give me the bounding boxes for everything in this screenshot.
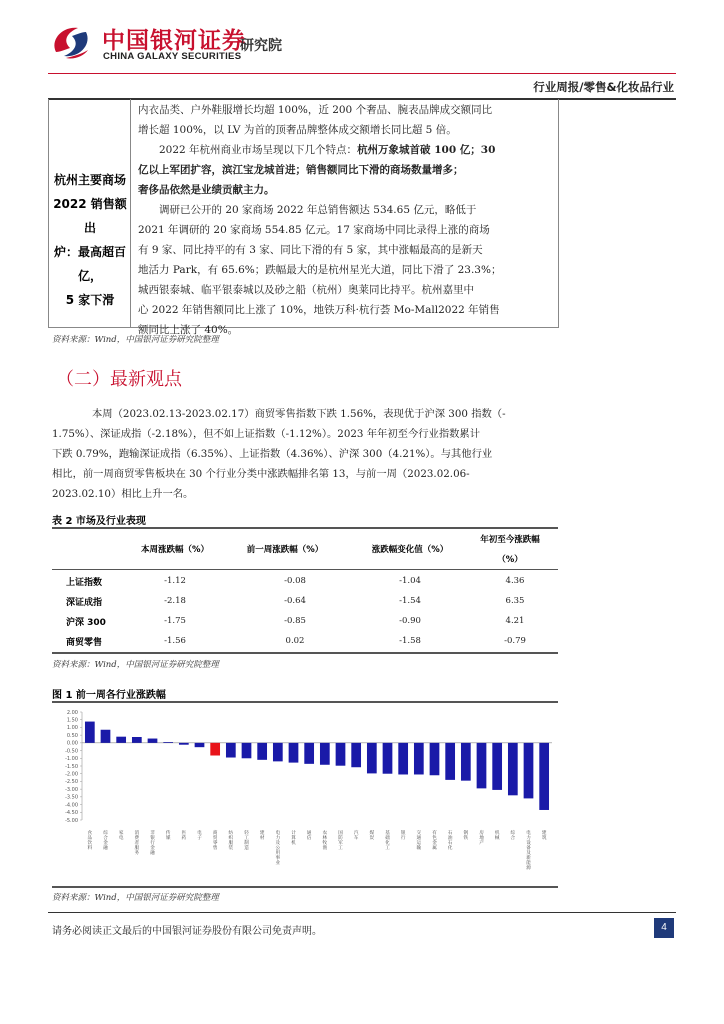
y-tick-label: -1.50 <box>65 763 78 770</box>
cell: 6.35 <box>505 596 525 606</box>
x-tick-label: 房地产 <box>479 831 484 846</box>
table-header: 本周涨跌幅（%） <box>140 545 210 555</box>
intro-line <box>138 140 556 160</box>
x-tick-label: 家电 <box>118 831 124 841</box>
detail-line: 额同比上涨了 40%。 <box>138 324 239 336</box>
bar-计算机 <box>289 743 299 763</box>
bar-有色金属 <box>430 743 440 775</box>
cell: -1.04 <box>399 576 421 586</box>
cell: -1.58 <box>399 636 421 646</box>
chart-bottom-rule <box>52 886 558 888</box>
bar-房地产 <box>477 743 487 789</box>
detail-line: 城西银泰城、临平银泰城以及砂之船（杭州）奥莱同比持平。杭州嘉里中 <box>138 284 474 296</box>
x-tick-label: 商贸零售 <box>212 831 218 851</box>
bar-食品饮料 <box>85 722 95 743</box>
bar-电子 <box>195 743 205 747</box>
table-caption: 表 2 市场及行业表现 <box>52 516 146 527</box>
bar-chart <box>52 704 558 874</box>
y-tick-label: -3.50 <box>65 794 78 801</box>
chart-top-rule <box>52 701 558 703</box>
page-number: 4 <box>654 918 674 938</box>
header-rule-top <box>48 73 676 74</box>
x-tick-label: 食品饮料 <box>87 831 93 851</box>
para-line: 相比，前一周商贸零售板块在 30 个行业分类中涨跌幅排名第 13，与前一周（2023.02.06- <box>52 468 470 480</box>
bar-钢铁 <box>461 743 471 781</box>
x-tick-label: 基础化工 <box>385 831 390 851</box>
x-tick-label: 汽车 <box>353 831 359 841</box>
x-tick-label: 电力设备及新能源 <box>526 831 531 871</box>
carry-line: 内衣品类、户外鞋服增长均超 100%，近 200 个奢品、腕表品牌成交额同比 <box>138 104 493 116</box>
x-tick-label: 电子 <box>197 831 202 841</box>
bar-农林牧渔 <box>320 743 330 765</box>
x-tick-label: 轻工制造 <box>244 831 249 851</box>
y-tick-label: 0.00 <box>66 740 78 747</box>
source-note: 资料来源：Wind，中国银河证券研究院整理 <box>52 335 219 345</box>
logo-cn: 中国银河证券 <box>102 28 246 54</box>
para-line: 本周（2023.02.13-2023.02.17）商贸零售指数下跌 1.56%，表现优于沪深 300 指数（- <box>92 408 506 420</box>
table-source: 资料来源：Wind，中国银河证券研究院整理 <box>52 660 219 670</box>
x-tick-label: 纺织服装 <box>228 831 234 851</box>
table-bottom-rule <box>52 652 558 654</box>
bar-轻工制造 <box>242 743 252 758</box>
cell: 0.02 <box>285 636 305 646</box>
para-line: 1.75%）、深证成指（-2.18%），但不如上证指数（-1.12%）。2023 年年初至今行业指数累计 <box>52 428 481 440</box>
y-tick-label: -5.00 <box>65 817 78 824</box>
table-row <box>52 612 558 632</box>
bar-通信 <box>304 743 314 764</box>
y-tick-label: -2.00 <box>65 771 78 778</box>
table-row <box>52 632 558 652</box>
detail-line: 有 9 家、同比持平的有 3 家、同比下滑的有 5 家，其中涨幅最高的是新天 <box>138 244 483 256</box>
bar-医药 <box>179 743 189 745</box>
box-text <box>138 100 556 340</box>
cell: -1.75 <box>164 616 186 626</box>
cell: -0.90 <box>399 616 421 626</box>
detail-line: 2021 年调研的 20 家商场 554.85 亿元。17 家商场中同比录得上涨的商场 <box>138 224 490 236</box>
x-tick-label: 计算机 <box>291 831 296 846</box>
bar-机械 <box>492 743 502 790</box>
intro-text: 2022 年杭州商业市场呈现以下几个特点： <box>159 144 358 156</box>
section-paragraph <box>52 404 552 504</box>
table-header-rule <box>52 569 558 570</box>
bar-非银行金融 <box>148 739 158 743</box>
x-tick-label: 煤炭 <box>369 831 375 841</box>
cell: -0.08 <box>284 576 306 586</box>
side-title-line: 2022 销售额出 <box>53 197 127 235</box>
para-line: 2023.02.10）相比上升一名。 <box>52 488 194 500</box>
cell: -0.79 <box>504 636 526 646</box>
highlight-text: 杭州万象城首破 100 亿；30 <box>357 144 496 156</box>
x-tick-label: 农林牧渔 <box>322 831 328 851</box>
x-tick-label: 有色金属 <box>432 831 437 851</box>
row-label: 深证成指 <box>66 598 103 608</box>
x-tick-label: 消费者服务 <box>134 831 140 856</box>
x-tick-label: 综合 <box>510 831 516 841</box>
chart-caption: 图 1 前一周各行业涨跌幅 <box>52 690 166 701</box>
detail-line: 心 2022 年销售额同比上涨了 10%，地铁万科·杭行荟 Mo-Mall2022 年销售 <box>138 304 500 316</box>
table-top-rule <box>52 527 558 529</box>
row-label: 沪深 300 <box>66 618 106 628</box>
footer-rule <box>48 912 676 913</box>
bar-消费者服务 <box>132 737 142 743</box>
cell: -1.12 <box>164 576 186 586</box>
table-row <box>52 592 558 612</box>
bar-石油石化 <box>445 743 455 780</box>
cell: -2.18 <box>164 596 186 606</box>
row-label: 上证指数 <box>66 578 103 588</box>
bar-电力及公用事业 <box>273 743 283 762</box>
y-tick-label: -4.50 <box>65 810 78 817</box>
box-divider <box>130 99 131 327</box>
bar-交通运输 <box>414 743 424 775</box>
bar-煤炭 <box>367 743 377 774</box>
cell: -1.54 <box>399 596 421 606</box>
table-header: 前一周涨跌幅（%） <box>246 545 324 555</box>
x-tick-label: 通信 <box>306 831 312 841</box>
table-header: （%） <box>497 555 523 565</box>
bar-建筑 <box>539 743 549 810</box>
x-tick-label: 医药 <box>181 831 187 841</box>
chart-source: 资料来源：Wind，中国银河证券研究院整理 <box>52 893 219 903</box>
report-type: 行业周报/零售&化妆品行业 <box>533 80 674 94</box>
x-tick-label: 建筑 <box>541 831 547 841</box>
y-tick-label: 1.50 <box>66 717 78 724</box>
y-tick-label: 0.50 <box>66 732 78 739</box>
y-tick-label: -2.50 <box>65 779 78 786</box>
highlight-line: 奢侈品依然是业绩贡献主力。 <box>138 184 275 196</box>
cell: -0.85 <box>284 616 306 626</box>
x-tick-label: 钢铁 <box>463 831 469 841</box>
cell: 4.36 <box>505 576 525 586</box>
cell: 4.21 <box>505 616 525 626</box>
cell: -1.56 <box>164 636 186 646</box>
bar-银行 <box>398 743 408 775</box>
y-tick-label: -3.00 <box>65 786 78 793</box>
x-tick-label: 建材 <box>259 831 265 841</box>
row-label: 商贸零售 <box>66 638 103 648</box>
logo <box>48 22 94 62</box>
bar-基础化工 <box>383 743 393 774</box>
side-title-line: 炉：最高超百亿， <box>53 245 126 283</box>
detail-line: 地活力 Park，有 65.6%；跌幅最大的是杭州星光大道，同比下滑了 23.3%； <box>138 264 502 276</box>
bar-综合金融 <box>101 730 111 743</box>
disclaimer: 请务必阅读正文最后的中国银河证券股份有限公司免责声明。 <box>52 926 322 937</box>
table-header: 年初至今涨跌幅 <box>480 535 540 545</box>
x-tick-label: 国防军工 <box>338 831 343 851</box>
section-title: （二）最新观点 <box>56 369 182 390</box>
x-tick-label: 交通运输 <box>416 831 422 851</box>
para-line: 下跌 0.79%，跑输深证成指（6.35%）、上证指数（4.36%）、沪深 300（4.21%）。与其他行业 <box>52 448 493 460</box>
x-tick-label: 银行 <box>400 831 406 841</box>
x-tick-label: 传媒 <box>165 831 171 841</box>
y-tick-label: -0.50 <box>65 748 78 755</box>
side-panel-border <box>48 99 49 327</box>
bar-商贸零售 <box>210 743 220 756</box>
x-tick-label: 综合金融 <box>103 831 108 851</box>
y-tick-label: -4.00 <box>65 802 78 809</box>
bar-纺织服装 <box>226 743 236 758</box>
x-tick-label: 非银行金融 <box>150 831 155 856</box>
bar-综合 <box>508 743 518 795</box>
bar-传媒 <box>163 742 173 743</box>
y-tick-label: -1.00 <box>65 756 78 763</box>
table-header: 涨跌幅变化值（%） <box>371 545 449 555</box>
detail-line: 调研已公开的 20 家商场 2022 年总销售额达 534.65 亿元，略低于 <box>159 204 477 216</box>
bar-电力设备及新能源 <box>524 743 534 799</box>
highlight-line: 亿以上军团扩容，滨江宝龙城首进；销售额同比下滑的商场数量增多； <box>138 164 464 176</box>
x-tick-label: 电力及公用事业 <box>275 831 281 866</box>
y-tick-label: 1.00 <box>66 725 78 732</box>
side-title-line: 杭州主要商场 <box>53 173 126 187</box>
galaxy-logo-icon <box>48 22 94 62</box>
carry-line: 增长超 100%，以 LV 为首的顶奢品牌整体成交额增长同比超 5 倍。 <box>138 124 457 136</box>
bar-家电 <box>116 737 126 743</box>
table-row <box>52 572 558 592</box>
x-tick-label: 石油石化 <box>447 831 453 851</box>
bar-国防军工 <box>336 743 346 766</box>
box-right-border <box>558 99 559 327</box>
side-title-line: 5 家下滑 <box>65 293 115 307</box>
bar-建材 <box>257 743 267 760</box>
side-title <box>52 168 128 312</box>
cell: -0.64 <box>284 596 306 606</box>
y-tick-label: 2.00 <box>66 709 78 716</box>
logo-en: CHINA GALAXY SECURITIES <box>103 51 242 62</box>
logo-sub: 研究院 <box>240 38 282 54</box>
bar-汽车 <box>351 743 361 767</box>
x-tick-label: 机械 <box>494 831 500 841</box>
